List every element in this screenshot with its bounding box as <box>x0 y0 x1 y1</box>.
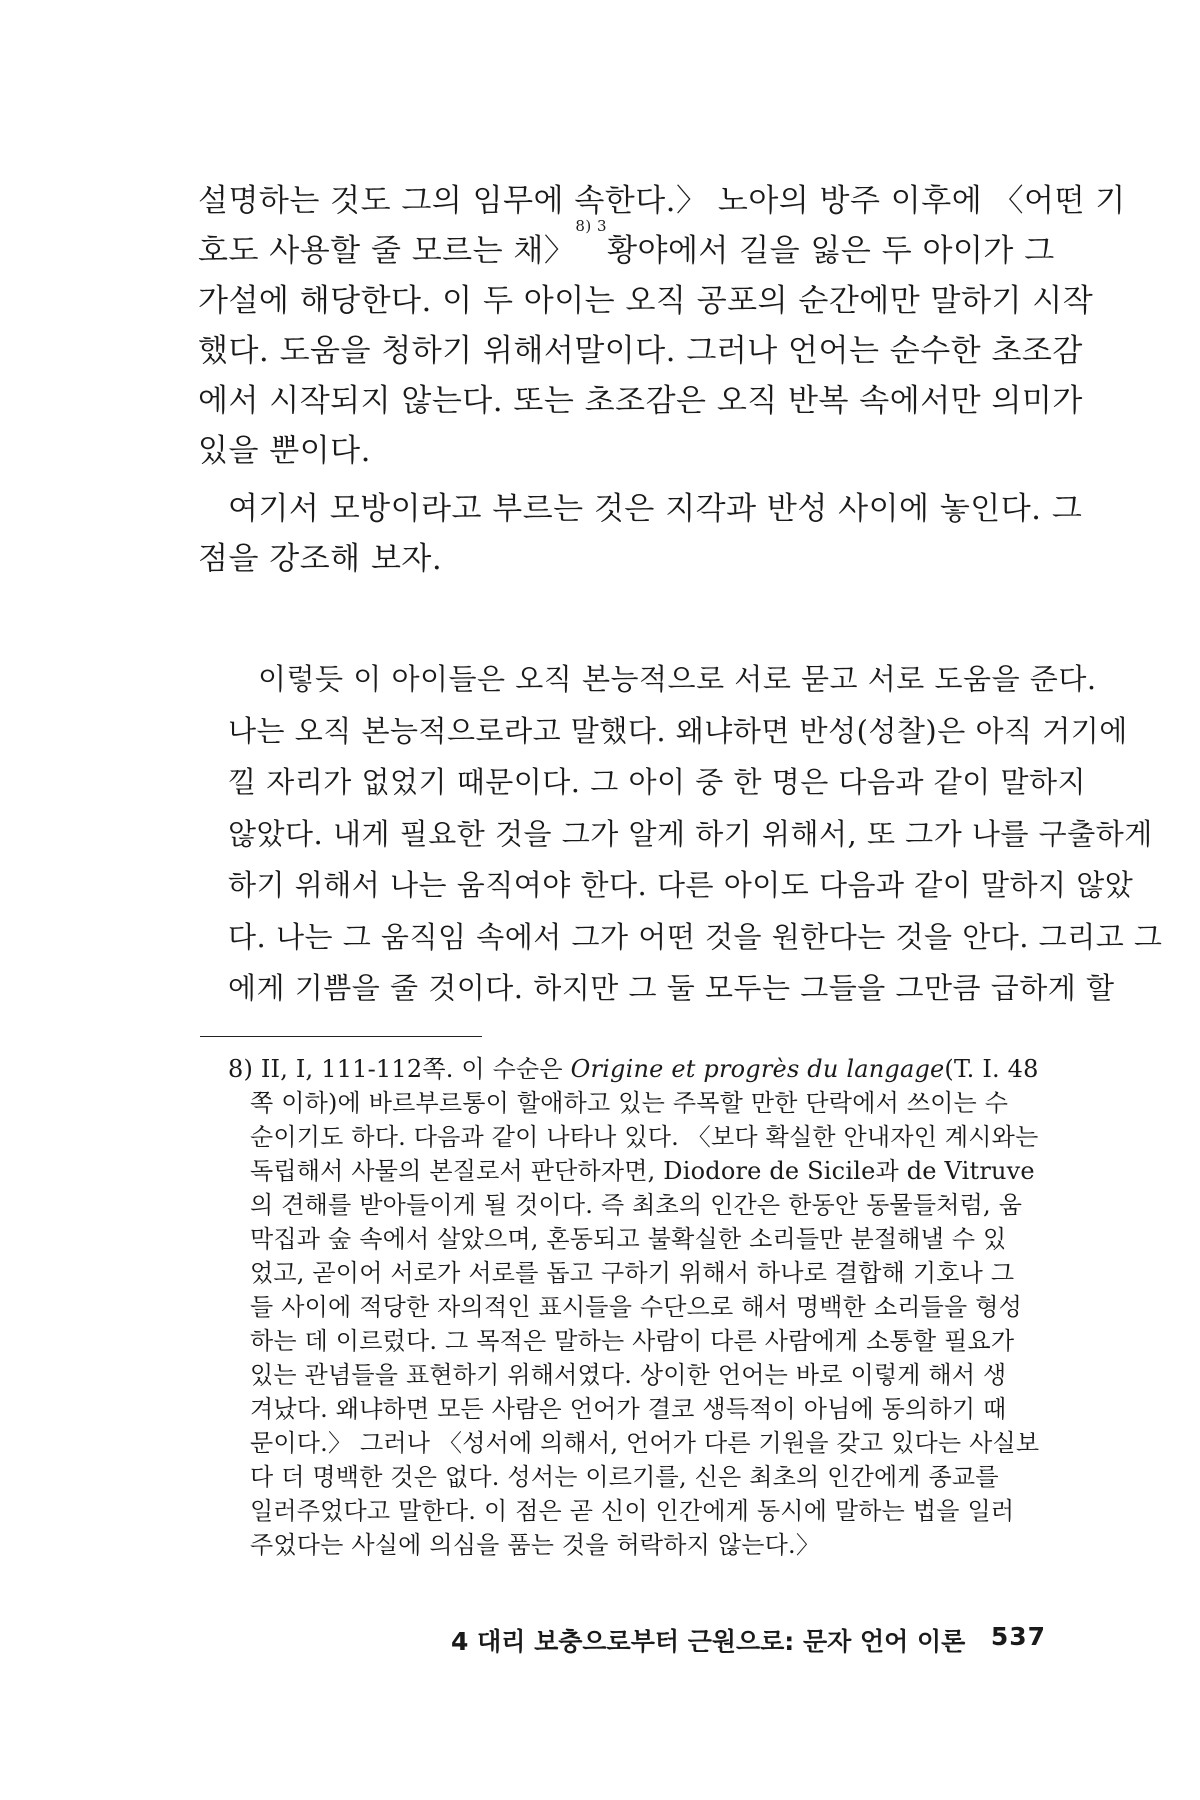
quote-line-content: 않았다. 내게 필요한 것을 그가 알게 하기 위해서, 또 그가 나를 구출하게 <box>228 816 1153 851</box>
footnote-line-content: 문이다.〉 그러나 〈성서에 의해서, 언어가 다른 기원을 갖고 있다는 사실보 <box>250 1429 1040 1457</box>
footnote-line-content: 쪽 이하)에 바르부르통이 할애하고 있는 주목할 만한 단락에서 쓰이는 수 <box>250 1089 1009 1117</box>
quote-line <box>228 757 1086 809</box>
quote-line <box>228 860 1134 912</box>
text-line-content: 황야에서 길을 잃은 두 아이가 그 <box>607 233 1055 269</box>
footnote-line <box>250 1188 1046 1222</box>
running-title: 4 대리 보충으로부터 근원으로: 문자 언어 이론 <box>451 1627 966 1656</box>
footnote-line <box>250 1154 1046 1188</box>
block-quote <box>228 654 1163 1015</box>
footnote-line-content: 었고, 곧이어 서로가 서로를 돕고 구하기 위해서 하나로 결합해 기호나 그 <box>250 1259 1015 1287</box>
footnote-line <box>250 1392 1046 1426</box>
text-line-content: 에서 시작되지 않는다. 또는 초조감은 오직 반복 속에서만 의미가 <box>198 383 1083 419</box>
quote-line <box>228 963 1115 1015</box>
text-line <box>198 534 1046 584</box>
text-line <box>198 326 1083 376</box>
quote-line-content: 낄 자리가 없었기 때문이다. 그 아이 중 한 명은 다음과 같이 말하지 <box>228 765 1086 799</box>
footnote-line <box>250 1358 1046 1392</box>
footnote <box>228 1052 1046 1562</box>
text-line <box>198 176 1126 226</box>
footnote-line-content: 일러주었다고 말한다. 이 점은 곧 신이 인간에게 동시에 말하는 법을 일러 <box>250 1497 1015 1525</box>
footnote-line-content: 독립해서 사물의 본질로서 판단하자면, Diodore de Sicile과 de Vitruve <box>250 1157 1035 1185</box>
footnote-line-content: 주었다는 사실에 의심을 품는 것을 허락하지 않는다.〉 <box>250 1531 821 1559</box>
footnote-line <box>250 1324 1046 1358</box>
footnote-line <box>250 1460 1046 1494</box>
footnote-line-content: 막집과 숲 속에서 살았으며, 혼동되고 불확실한 소리들만 분절해낼 수 있 <box>250 1225 1007 1253</box>
text-line <box>198 484 1083 534</box>
text-line-content: 점을 강조해 보자. <box>198 541 443 577</box>
footnote-line <box>228 1052 1046 1086</box>
footnote-line-content: 겨났다. 왜냐하면 모든 사람은 언어가 결코 생득적이 아님에 동의하기 때 <box>250 1395 1007 1423</box>
quote-line-content: 하기 위해서 나는 움직여야 한다. 다른 아이도 다음과 같이 말하지 않았 <box>228 868 1134 902</box>
running-footer <box>451 1622 1046 1658</box>
text-line <box>198 376 1083 426</box>
footnote-divider <box>200 1036 482 1037</box>
footnote-line <box>250 1426 1046 1460</box>
quote-line <box>228 912 1163 964</box>
footnote-reference: 8) 3 <box>575 217 608 235</box>
footnote-title-italic: Origine et progrès du langage <box>570 1055 945 1083</box>
footnote-line-content: 다 더 명백한 것은 없다. 성서는 이르기를, 신은 최초의 인간에게 종교를 <box>250 1463 999 1491</box>
quote-line-content: 다. 나는 그 움직임 속에서 그가 어떤 것을 원한다는 것을 안다. 그리고 그 <box>228 919 1163 954</box>
footnote-line-content: 순이기도 하다. 다음과 같이 나타나 있다. 〈보다 확실한 안내자인 계시와는 <box>250 1123 1039 1151</box>
page-number: 537 <box>990 1622 1046 1651</box>
footnote-line <box>250 1086 1046 1120</box>
main-text <box>198 176 1126 584</box>
text-line-content: 설명하는 것도 그의 임무에 속한다.〉 노아의 방주 이후에 〈어떤 기 <box>198 183 1126 219</box>
footnote-line-content: 들 사이에 적당한 자의적인 표시들을 수단으로 해서 명백한 소리들을 형성 <box>250 1293 1022 1321</box>
footnote-line <box>250 1256 1046 1290</box>
text-line-content: 여기서 모방이라고 부르는 것은 지각과 반성 사이에 놓인다. 그 <box>228 491 1083 527</box>
quote-line-content: 나는 오직 본능적으로라고 말했다. 왜냐하면 반성(성찰)은 아직 거기에 <box>228 713 1128 748</box>
footnote-line-content: 하는 데 이르렀다. 그 목적은 말하는 사람이 다른 사람에게 소통할 필요가 <box>250 1327 1015 1355</box>
text-line-content: 가설에 해당한다. 이 두 아이는 오직 공포의 순간에만 말하기 시작 <box>198 283 1094 319</box>
footnote-line-content <box>228 1052 1039 1086</box>
text-line-content: 있을 뿐이다. <box>198 433 371 469</box>
quote-line-content: 이렇듯 이 아이들은 오직 본능적으로 서로 묻고 서로 도움을 준다. <box>258 662 1097 696</box>
text-line-content: 했다. 도움을 청하기 위해서말이다. 그러나 언어는 순수한 초조감 <box>198 333 1083 369</box>
quote-line <box>228 809 1153 861</box>
footnote-line <box>250 1290 1046 1324</box>
quote-line <box>228 654 1097 706</box>
footnote-line-content: 의 견해를 받아들이게 될 것이다. 즉 최초의 인간은 한동안 동물들처럼, 움 <box>250 1191 1023 1219</box>
text-line <box>198 426 1046 476</box>
text-line <box>198 217 1055 276</box>
quote-line-content: 에게 기쁨을 줄 것이다. 하지만 그 둘 모두는 그들을 그만큼 급하게 할 <box>228 971 1115 1005</box>
footnote-suffix: (T. I. 48 <box>944 1055 1039 1083</box>
footnote-line <box>250 1120 1046 1154</box>
footnote-line <box>250 1222 1046 1256</box>
footnote-prefix: 8) II, I, 111-112쪽. 이 수순은 <box>228 1055 571 1083</box>
text-line-content: 호도 사용할 줄 모르는 채〉 <box>198 233 576 269</box>
footnote-line <box>250 1528 1046 1562</box>
quote-line <box>228 706 1128 758</box>
footnote-line <box>250 1494 1046 1528</box>
footnote-line-content: 있는 관념들을 표현하기 위해서였다. 상이한 언어는 바로 이렇게 해서 생 <box>250 1361 1007 1389</box>
text-line <box>198 276 1094 326</box>
